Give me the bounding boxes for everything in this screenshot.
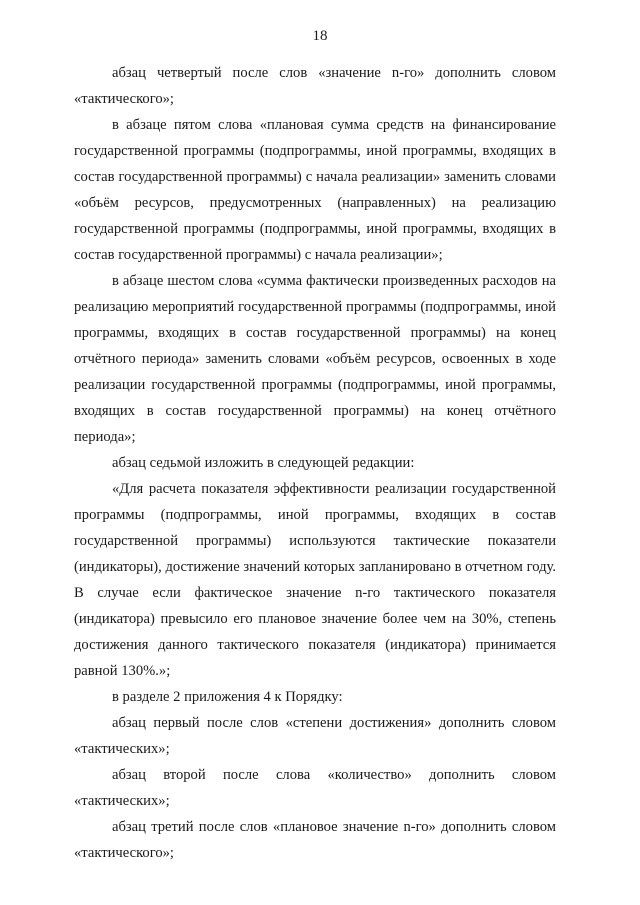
paragraph-6: в разделе 2 приложения 4 к Порядку:: [112, 689, 343, 705]
paragraph-2: в абзаце пятом слова «плановая сумма средств на финансирование государственной программы (подпрограммы, иной программы, входящих в состав государственной программы) с начала реализации» заменить словами «объём ресурсов, предусмотренных (направленных) на реализацию государственной программы (подпрограммы, иной программы, входящих в состав государственной программы) с начала реализации»;: [74, 117, 556, 263]
document-body: [74, 60, 556, 866]
page-number: 18: [312, 28, 328, 44]
paragraph-9: абзац третий после слов «плановое значение n-го» дополнить словом «тактического»;: [74, 819, 556, 861]
paragraph-8: абзац второй после слова «количество» дополнить словом «тактических»;: [74, 767, 556, 809]
paragraph-7: абзац первый после слов «степени достижения» дополнить словом «тактических»;: [74, 715, 556, 757]
paragraph-3: в абзаце шестом слова «сумма фактически произведенных расходов на реализацию мероприятий государственной программы (подпрограммы, иной программы, входящих в состав государственной программы) на конец отчётного периода» заменить словами «объём ресурсов, освоенных в ходе реализации государственной программы (подпрограммы, иной программы, входящих в состав государственной программы) на конец отчётного периода»;: [74, 273, 556, 445]
paragraph-1: абзац четвертый после слов «значение n-го» дополнить словом «тактического»;: [74, 65, 556, 107]
paragraph-5-quote: «Для расчета показателя эффективности реализации государственной программы (подпрограммы, иной программы, входящих в состав государственной программы) используются тактические показатели (индикаторы), достижение значений которых запланировано в отчетном году. В случае если фактическое значение n-го тактического показателя (индикатора) превысило его плановое значение более чем на 30%, степень достижения данного тактического показателя (индикатора) принимается равной 130%.»;: [74, 481, 556, 679]
paragraph-4: абзац седьмой изложить в следующей редакции:: [112, 455, 415, 471]
